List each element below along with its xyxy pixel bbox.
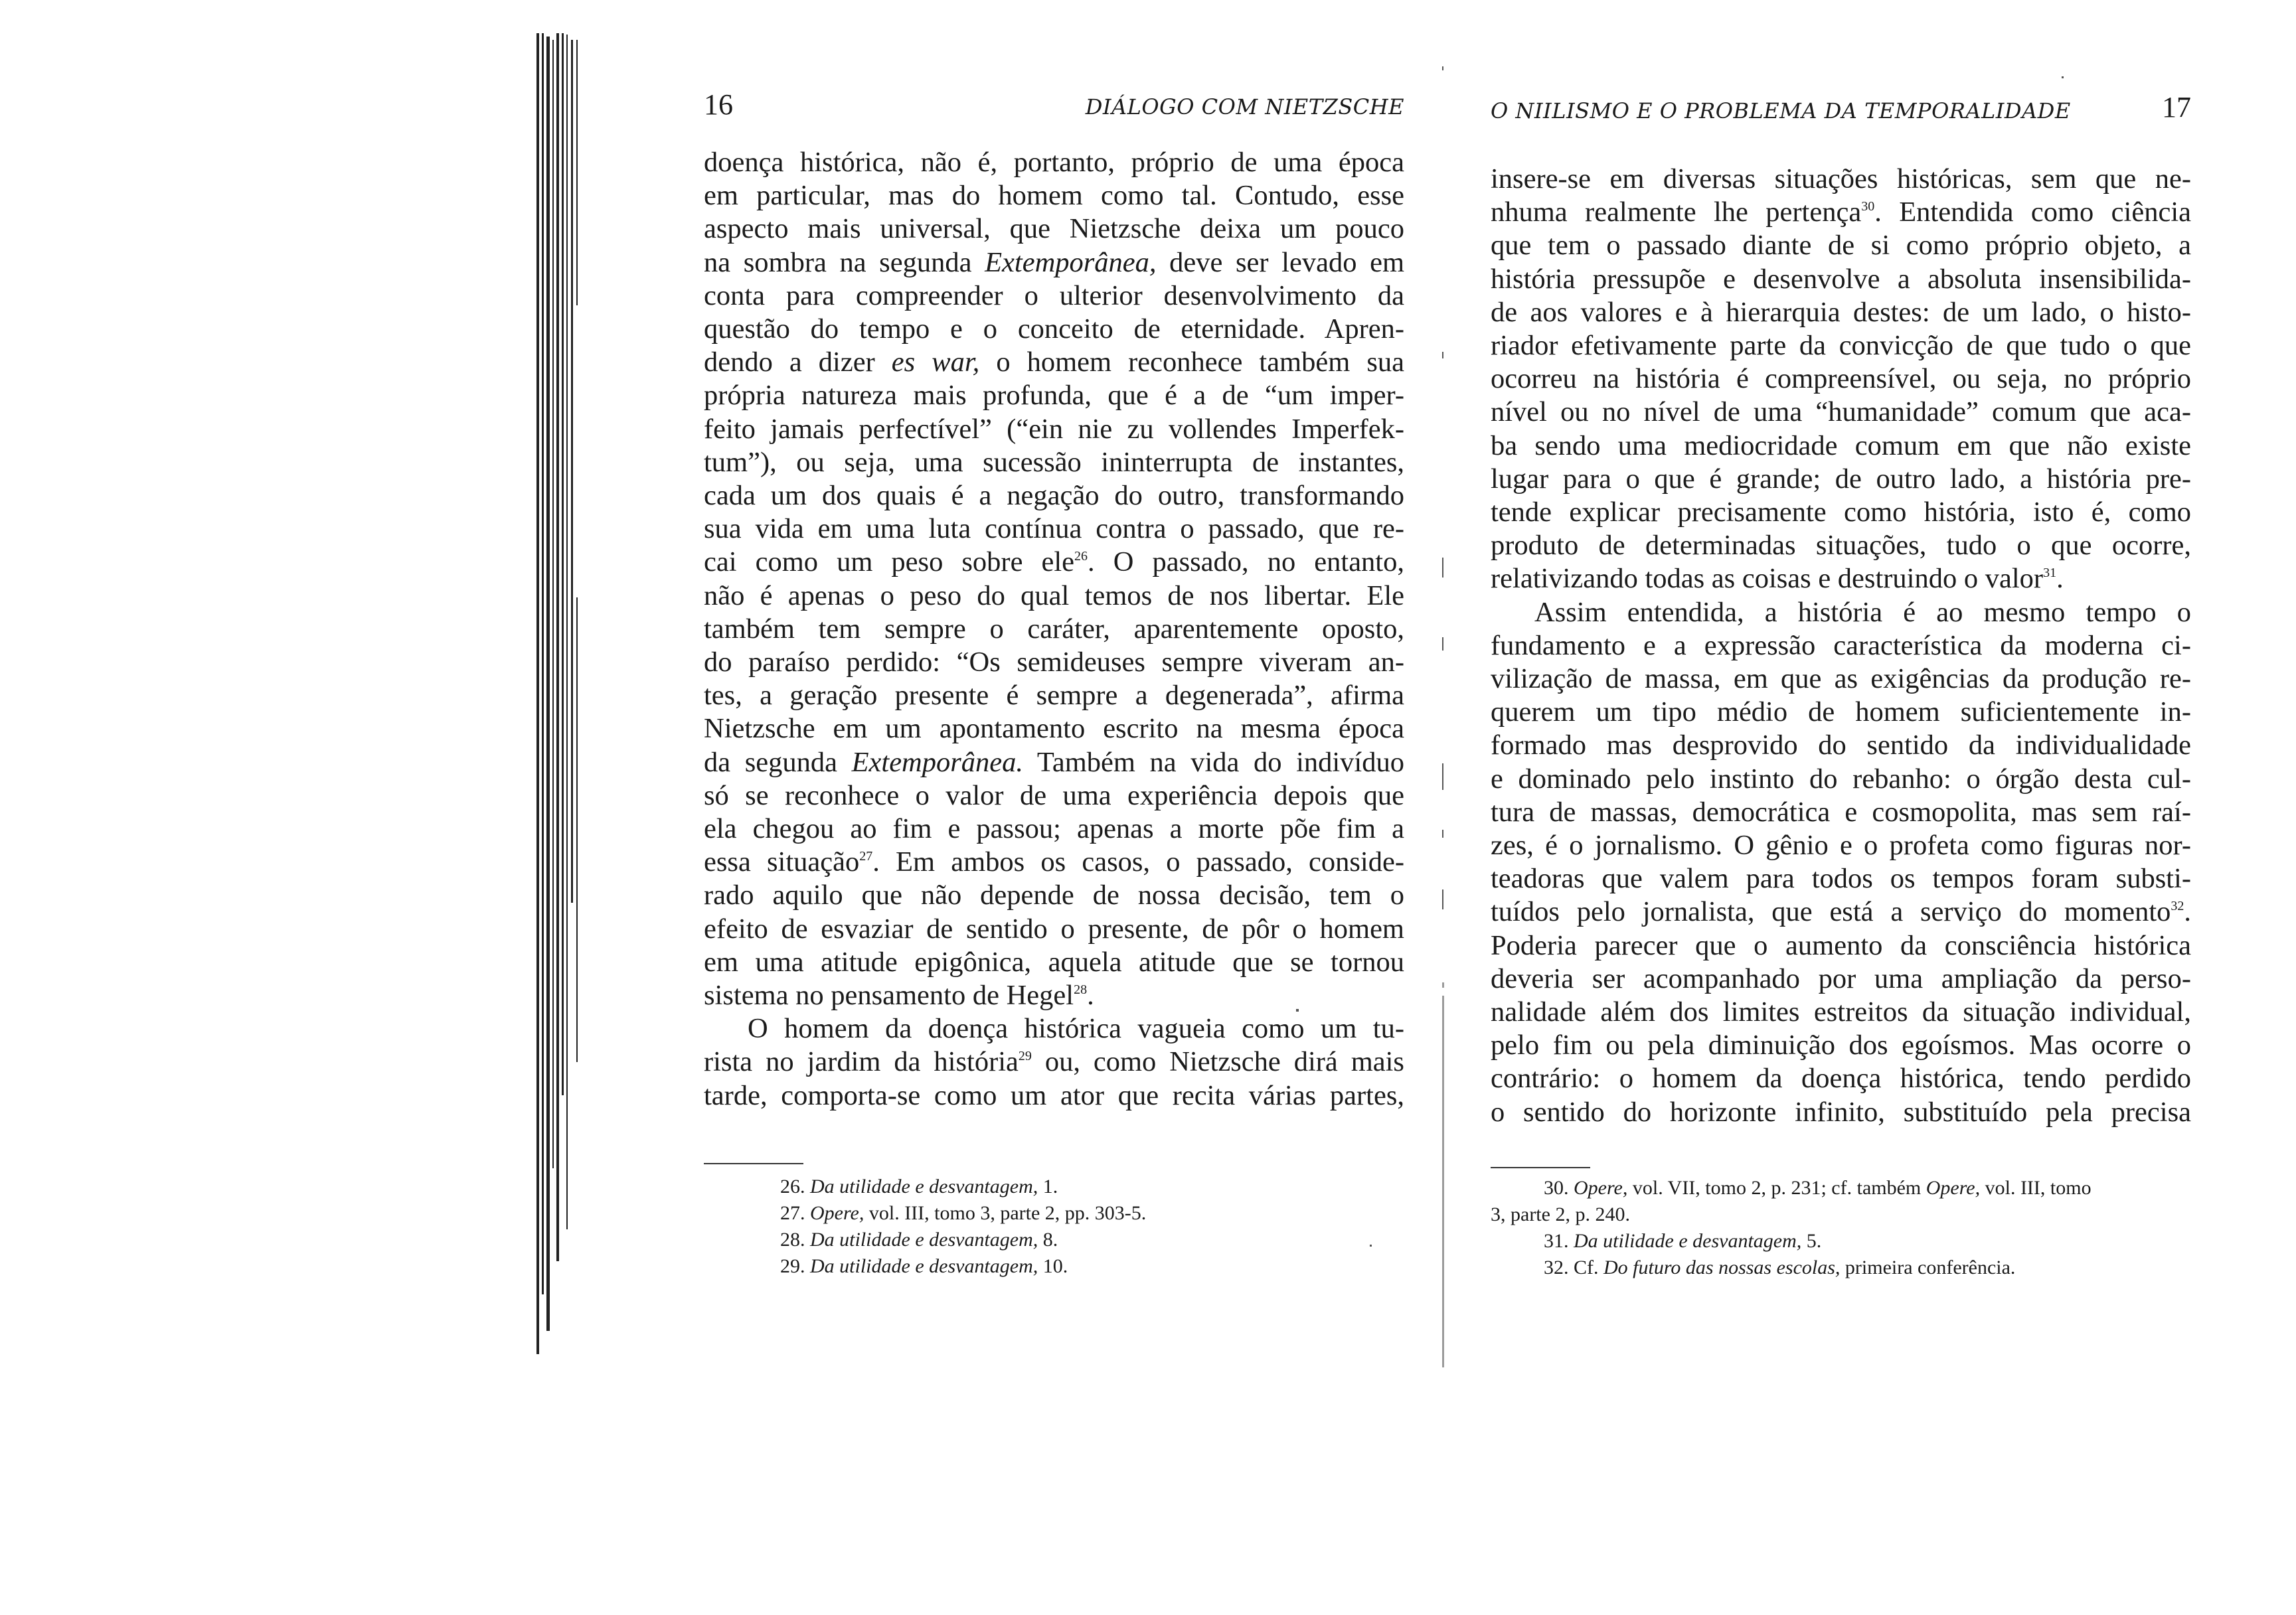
text-line: [1491, 796, 2191, 829]
text-run: relativizando todas as coisas e destruindo o valor: [1491, 563, 2044, 595]
footnote-ref[interactable]: 32: [2171, 899, 2184, 914]
text-run: fundamento e a expressão característica da moderna ci-: [1491, 629, 2191, 661]
text-line: [1491, 229, 2191, 262]
text-line: [704, 346, 1404, 379]
text-line: [1491, 562, 2191, 595]
text-line: [1491, 1029, 2191, 1062]
text-line: [704, 913, 1404, 946]
text-run: tura de massas, democrática e cosmopolita, mas sem raí-: [1491, 796, 2191, 828]
text-run: 26.: [780, 1176, 810, 1197]
italic-text: Da utilidade e desvantagem,: [810, 1176, 1038, 1197]
text-run: 31.: [1544, 1230, 1574, 1252]
text-run: da segunda: [704, 746, 852, 778]
text-line: [704, 879, 1404, 912]
footnote: [1491, 1255, 2191, 1281]
footnote: [1491, 1201, 2191, 1228]
text-run: 28.: [780, 1229, 810, 1251]
text-run: de aos valores e à hierarquia destes: de um lado, o histo-: [1491, 296, 2191, 328]
text-line: [1491, 496, 2191, 529]
text-run: deveria ser acompanhado por uma ampliação da perso-: [1491, 962, 2191, 994]
footnote: [780, 1253, 1404, 1280]
text-run: 30.: [1544, 1177, 1574, 1199]
left-footnotes: [780, 1174, 1404, 1280]
text-line: [704, 546, 1404, 579]
text-run: história pressupõe e desenvolve a absoluta insensibilida-: [1491, 263, 2191, 295]
text-run: doença histórica, não é, portanto, próprio de uma época: [704, 147, 1404, 178]
footnote: [1491, 1175, 2191, 1201]
text-line: [704, 246, 1404, 279]
text-line: [704, 679, 1404, 712]
text-line: [704, 446, 1404, 479]
text-run: vol. III, tomo: [1980, 1177, 2091, 1199]
text-run: que tem o passado diante de si como próprio objeto, a: [1491, 230, 2191, 262]
text-run: tum”), ou seja, uma sucessão ininterrupta de instantes,: [704, 446, 1404, 478]
text-run: em uma atitude epigônica, aquela atitude que se tornou: [704, 946, 1404, 978]
footnote-ref[interactable]: 29: [1018, 1049, 1032, 1064]
text-run: ela chegou ao fim e passou; apenas a morte põe fim a: [704, 813, 1404, 845]
text-run: ou, como Nietzsche dirá mais: [1031, 1046, 1404, 1078]
text-run: tende explicar precisamente como história, isto é, como: [1491, 497, 2191, 528]
text-run: lugar para o que é grande; de outro lado, a história pre-: [1491, 463, 2191, 495]
italic-text: Da utilidade e desvantagem,: [810, 1229, 1038, 1251]
text-line: [1491, 1096, 2191, 1129]
text-line: [704, 579, 1404, 613]
italic-text: es war,: [891, 346, 980, 378]
left-page-header: [704, 88, 1404, 127]
text-run: nalidade além dos limites estreitos da situação individual,: [1491, 996, 2191, 1028]
footnote-ref[interactable]: 31: [2043, 566, 2057, 581]
text-run: dendo a dizer: [704, 346, 892, 378]
right-footnotes: [1491, 1175, 2191, 1281]
text-run: insere-se em diversas situações históricas, sem que ne-: [1491, 163, 2191, 194]
text-line: [704, 212, 1404, 246]
text-run: tarde, comporta-se como um ator que recita várias partes,: [704, 1079, 1404, 1111]
text-run: tes, a geração presente é sempre a degenerada”, afirma: [704, 680, 1404, 712]
text-run: 10.: [1038, 1255, 1068, 1277]
text-line: [1491, 729, 2191, 762]
text-line: [704, 479, 1404, 512]
text-run: O homem da doença histórica vagueia como um tu-: [748, 1013, 1404, 1045]
text-run: nhuma realmente lhe pertença: [1491, 196, 1862, 228]
footnote: [780, 1227, 1404, 1253]
text-run: conta para compreender o ulterior desenvolvimento da: [704, 279, 1404, 311]
running-title: O NIILISMO E O PROBLEMA DA TEMPORALIDADE: [1491, 98, 2071, 123]
text-line: [704, 646, 1404, 679]
text-run: cada um dos quais é a negação do outro, transformando: [704, 480, 1404, 512]
text-run: própria natureza mais profunda, que é a de “um imper-: [704, 380, 1404, 412]
running-title: DIÁLOGO COM NIETZSCHE: [1085, 94, 1404, 119]
text-run: 3, parte 2, p. 240.: [1491, 1203, 1630, 1225]
italic-text: Da utilidade e desvantagem,: [1574, 1230, 1802, 1252]
text-run: vol. III, tomo 3, parte 2, pp. 303-5.: [864, 1202, 1147, 1224]
text-line: [1491, 962, 2191, 996]
footnote: [1491, 1228, 2191, 1255]
text-line: [704, 1079, 1404, 1113]
text-run: nível ou no nível de uma “humanidade” comum que aca-: [1491, 396, 2191, 428]
text-run: . Entendida como ciência: [1874, 196, 2191, 228]
text-line: [1491, 329, 2191, 362]
text-line: [1491, 196, 2191, 229]
footnote: [780, 1200, 1404, 1227]
text-line: [704, 512, 1404, 546]
text-line: [704, 812, 1404, 846]
text-run: Também na vida do indivíduo: [1023, 746, 1404, 778]
text-run: essa situação: [704, 846, 860, 878]
text-run: o sentido do horizonte infinito, substituído pela precisa: [1491, 1096, 2191, 1128]
text-run: em particular, mas do homem como tal. Contudo, esse: [704, 180, 1404, 212]
text-run: vol. VII, tomo 2, p. 231; cf. também: [1627, 1177, 1926, 1199]
text-run: 32. Cf.: [1544, 1257, 1603, 1278]
italic-text: Opere,: [810, 1202, 864, 1224]
text-line: [704, 1045, 1404, 1079]
text-run: 8.: [1038, 1229, 1058, 1251]
text-run: produto de determinadas situações, tudo o que ocorre,: [1491, 530, 2191, 562]
text-run: cai como um peso sobre ele: [704, 546, 1075, 578]
text-run: .: [2056, 563, 2064, 595]
text-line: [704, 779, 1404, 812]
text-line: [1491, 629, 2191, 662]
footnote-ref[interactable]: 28: [1074, 982, 1088, 998]
text-run: só se reconhece o valor de uma experiência depois que: [704, 779, 1404, 811]
text-line: [1491, 763, 2191, 796]
italic-text: Opere,: [1926, 1177, 1981, 1199]
italic-text: Opere,: [1574, 1177, 1628, 1199]
text-run: rista no jardim da história: [704, 1046, 1019, 1078]
text-line: [1491, 163, 2191, 196]
italic-text: Extemporânea.: [851, 746, 1024, 778]
italic-text: Extemporânea,: [985, 246, 1157, 278]
text-run: questão do tempo e o conceito de eternidade. Apren-: [704, 313, 1404, 345]
text-line: [1491, 362, 2191, 396]
text-run: feito jamais perfectível” (“ein nie zu vollendes Imperfek-: [704, 413, 1404, 445]
text-line: [1491, 296, 2191, 329]
text-line: [704, 146, 1404, 179]
text-line: [1491, 529, 2191, 562]
text-run: pelo fim ou pela diminuição dos egoísmos. Mas ocorre o: [1491, 1030, 2191, 1061]
text-line: [1491, 662, 2191, 696]
text-line: [1491, 396, 2191, 429]
text-run: vilização de massa, em que as exigências da produção re-: [1491, 663, 2191, 695]
text-run: .: [1087, 980, 1094, 1012]
page-number: 16: [704, 88, 733, 121]
text-run: na sombra na segunda: [704, 246, 985, 278]
left-body-text: [704, 146, 1404, 1113]
text-run: rado aquilo que não depende de nossa decisão, tem o: [704, 880, 1404, 911]
text-line: [1491, 463, 2191, 496]
text-line: [1491, 429, 2191, 463]
footnote-ref[interactable]: 30: [1861, 199, 1875, 214]
text-line: [704, 179, 1404, 212]
footnote-ref[interactable]: 26: [1074, 549, 1088, 564]
text-run: tuídos pelo jornalista, que está a serviço do momento: [1491, 896, 2171, 928]
text-run: ba sendo uma mediocridade comum em que não existe: [1491, 429, 2191, 461]
text-line: [1491, 862, 2191, 895]
text-run: do paraíso perdido: “Os semideuses sempre viveram an-: [704, 647, 1404, 678]
text-line: [1491, 929, 2191, 962]
text-run: o homem reconhece também sua: [979, 346, 1404, 378]
text-run: deve ser levado em: [1156, 246, 1404, 278]
text-line: [704, 979, 1404, 1012]
text-line: [704, 313, 1404, 346]
text-line: [704, 613, 1404, 646]
text-run: Assim entendida, a história é ao mesmo tempo o: [1534, 596, 2191, 628]
text-run: efeito de esvaziar de sentido o presente, de pôr o homem: [704, 913, 1404, 945]
text-run: 29.: [780, 1255, 810, 1277]
text-run: sua vida em uma luta contínua contra o passado, que re-: [704, 513, 1404, 545]
footnote-ref[interactable]: 27: [859, 849, 873, 864]
right-page-header: [1491, 88, 2191, 127]
text-run: primeira conferência.: [1840, 1257, 2016, 1278]
text-run: .: [2184, 896, 2191, 928]
text-run: não é apenas o peso do qual temos de nos libertar. Ele: [704, 579, 1404, 611]
text-run: 27.: [780, 1202, 810, 1224]
footnote: [780, 1174, 1404, 1200]
text-run: riador efetivamente parte da convicção de que tudo o que: [1491, 330, 2191, 362]
text-run: . O passado, no entanto,: [1088, 546, 1404, 578]
right-body-text: [1491, 163, 2191, 1129]
text-line: [1491, 1062, 2191, 1095]
italic-text: Do futuro das nossas escolas,: [1603, 1257, 1841, 1278]
text-run: formado mas desprovido do sentido da individualidade: [1491, 730, 2191, 761]
page-number: 17: [2162, 91, 2191, 123]
text-run: 1.: [1038, 1176, 1058, 1197]
text-run: Poderia parecer que o aumento da consciência histórica: [1491, 929, 2191, 961]
text-line: [704, 846, 1404, 879]
text-line: [704, 746, 1404, 779]
text-line: [704, 413, 1404, 446]
text-line: [704, 379, 1404, 412]
text-run: . Em ambos os casos, o passado, conside-: [872, 846, 1404, 878]
text-run: e dominado pelo instinto do rebanho: o órgão desta cul-: [1491, 763, 2191, 795]
text-line: [1491, 996, 2191, 1029]
text-run: ocorreu na história é compreensível, ou seja, no próprio: [1491, 363, 2191, 395]
italic-text: Da utilidade e desvantagem,: [810, 1255, 1038, 1277]
text-run: sistema no pensamento de Hegel: [704, 980, 1074, 1012]
text-line: [1491, 829, 2191, 862]
text-line: [704, 712, 1404, 745]
text-line: [1491, 263, 2191, 296]
footnote-rule: [704, 1163, 803, 1164]
text-line: [1491, 895, 2191, 929]
text-line: [704, 1012, 1404, 1045]
text-run: Nietzsche em um apontamento escrito na mesma época: [704, 713, 1404, 745]
text-run: teadoras que valem para todos os tempos foram substi-: [1491, 863, 2191, 895]
text-run: aspecto mais universal, que Nietzsche deixa um pouco: [704, 213, 1404, 245]
text-line: [704, 279, 1404, 313]
text-run: contrário: o homem da doença histórica, tendo perdido: [1491, 1063, 2191, 1095]
text-run: também tem sempre o caráter, aparentemente oposto,: [704, 613, 1404, 645]
text-line: [704, 946, 1404, 979]
text-line: [1491, 596, 2191, 629]
footnote-rule: [1491, 1167, 1590, 1168]
text-line: [1491, 696, 2191, 729]
text-run: 5.: [1801, 1230, 1822, 1252]
text-run: querem um tipo médio de homem suficientemente in-: [1491, 696, 2191, 728]
text-run: zes, é o jornalismo. O gênio e o profeta como figuras nor-: [1491, 830, 2191, 862]
